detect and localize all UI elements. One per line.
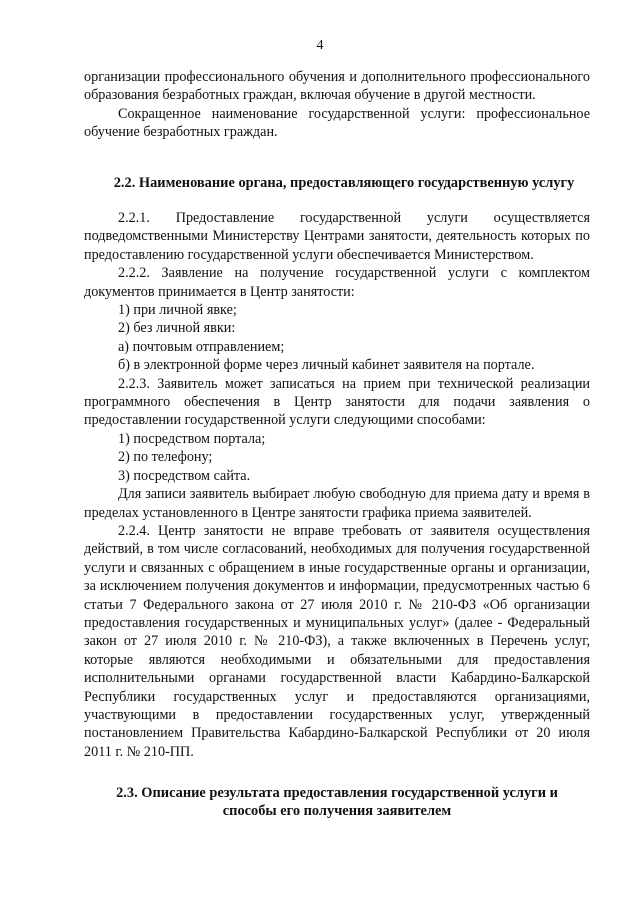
short-name-paragraph: Сокращенное наименование государственной услуги: профессиональное обучение безработных граждан. xyxy=(84,105,590,141)
paragraph-2-2-1: 2.2.1. Предоставление государственной услуги осуществляется подведомственными Министерству Центрами занятости, деятельность которых по предоставлению государственной услуги обеспечивается Министерством. xyxy=(84,210,590,263)
list-item: 2) без личной явки: xyxy=(118,320,236,337)
section-2-2 xyxy=(84,174,590,192)
intro-paragraph: организации профессионального обучения и дополнительного профессионального образования безработных граждан, включая обучение в другой местности. xyxy=(84,69,590,104)
page-number: 4 xyxy=(316,38,324,53)
section-2-3 xyxy=(84,784,590,821)
paragraph-2-2-4: 2.2.4. Центр занятости не вправе требовать от заявителя осуществления действий, в том числе согласований, необходимых для получения государственной услуги и связанных с обращением в иные государственные органы и организации, за исключением получения документов и информации, предусмотренных частью 6 статьи 7 Федерального закона от 27 июля 2010 г. № 210-ФЗ «Об организации предоставления государственных и муниципальных услуг» (далее - Федеральный закон от 27 июля 2010 г. № 210-ФЗ), а также включенных в Перечень услуг, которые являются необходимыми и обязательными для предоставления исполнительными органами государственной власти Кабардино-Балкарской Республики государственных услуг и предоставляются организациями, участвующими в предоставлении государственных услуг, утвержденный постановлением Правительства Кабардино-Балкарской Республики от 20 июля 2011 г. № 210-ПП. xyxy=(84,522,590,760)
section-2-2-heading: 2.2. Наименование органа, предоставляющего государственную услугу xyxy=(113,175,575,191)
paragraph-2-2-2: 2.2.2. Заявление на получение государственной услуги с комплектом документов принимается в Центр занятости: xyxy=(84,265,590,300)
intro-block xyxy=(84,68,590,142)
list-item: а) почтовым отправлением; xyxy=(118,338,285,355)
list-item: 2) по телефону; xyxy=(118,449,213,466)
section-2-3-heading-line2: способы его получения заявителем xyxy=(222,803,452,820)
section-2-3-heading-line1: 2.3. Описание результата предоставления государственной услуги и xyxy=(116,785,558,801)
section-2-2-body xyxy=(84,209,590,761)
list-item: 1) посредством портала; xyxy=(118,430,266,447)
paragraph-2-2-3: 2.2.3. Заявитель может записаться на прием при технической реализации программного обеспечения в Центр занятости для подачи заявления о предоставлении государственной услуги следующими способами: xyxy=(84,375,590,429)
list-item: 1) при личной явке; xyxy=(118,302,237,319)
list-item: б) в электронной форме через личный кабинет заявителя на портале. xyxy=(118,357,535,374)
paragraph-2-2-3-appointment: Для записи заявитель выбирает любую свободную для приема дату и время в пределах установленного в Центре занятости графика приема заявителей. xyxy=(84,486,590,521)
list-item: 3) посредством сайта. xyxy=(118,467,251,484)
